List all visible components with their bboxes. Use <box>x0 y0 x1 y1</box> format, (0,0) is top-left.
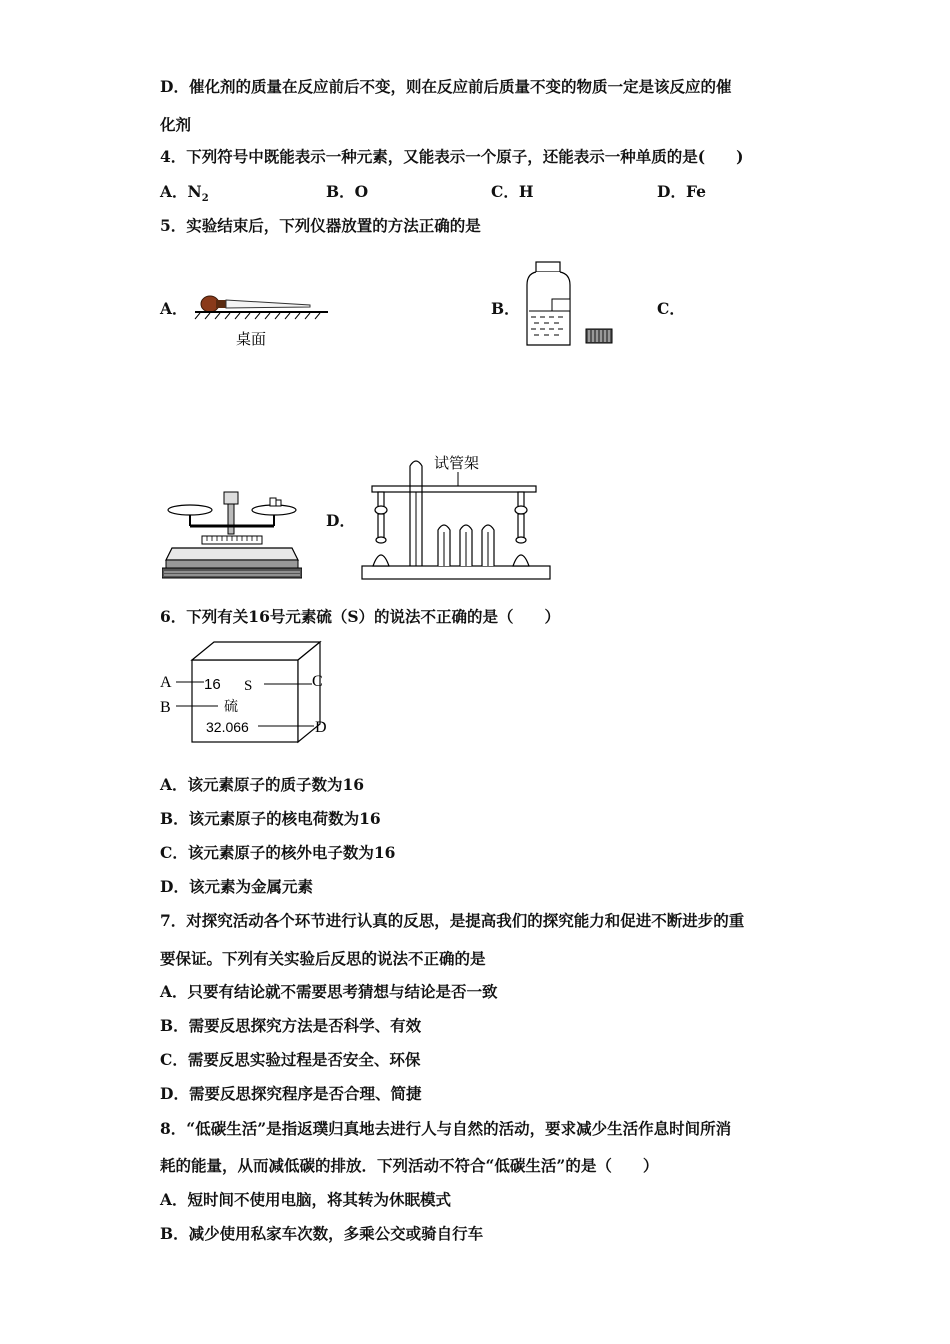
q3-option-d-line1: D．催化剂的质量在反应前后不变，则在反应前后质量不变的物质一定是该反应的催 <box>160 77 732 96</box>
q8-stem-line2: 耗的能量，从而减低碳的排放．下列活动不符合“低碳生活”的是（ ） <box>160 1156 659 1175</box>
q4-option-a <box>160 182 209 209</box>
q7-option-d: D．需要反思探究程序是否合理、简捷 <box>160 1084 422 1103</box>
q6-label-c: C <box>312 673 323 690</box>
q6-element-symbol: S <box>244 678 253 694</box>
q7-option-b: B．需要反思探究方法是否科学、有效 <box>160 1016 422 1035</box>
q4-option-b: B．O <box>326 182 369 201</box>
q6-option-a: A．该元素原子的质子数为16 <box>160 775 365 794</box>
q6-element-card-figure <box>158 640 338 750</box>
q6-label-d: D <box>315 719 327 736</box>
q4-option-a-subscript: 2 <box>201 193 209 205</box>
q5-stem: 5．实验结束后，下列仪器放置的方法正确的是 <box>160 216 481 235</box>
q6-option-c: C．该元素原子的核外电子数为16 <box>160 843 396 862</box>
q6-label-b: B <box>160 699 171 716</box>
q6-option-b: B．该元素原子的核电荷数为16 <box>160 809 381 828</box>
q6-element-name: 硫 <box>224 699 238 715</box>
q7-stem-line2: 要保证。下列有关实验后反思的说法不正确的是 <box>160 949 486 968</box>
q6-option-d: D．该元素为金属元素 <box>160 877 313 896</box>
q6-stem: 6．下列有关16号元素硫（S）的说法不正确的是（ ） <box>160 607 561 626</box>
q7-stem-line1: 7．对探究活动各个环节进行认真的反思，是提高我们的探究能力和促进不断进步的重 <box>160 911 745 930</box>
q4-option-c: C．H <box>491 182 534 201</box>
q5-figure-b-reagent-bottle <box>522 259 617 349</box>
q5-figure-c-balance <box>162 488 302 583</box>
q8-option-a: A．短时间不使用电脑，将其转为休眠模式 <box>160 1190 452 1209</box>
q4-option-d: D．Fe <box>657 182 706 201</box>
q4-stem: 4．下列符号中既能表示一种元素，又能表示一个原子，还能表示一种单质的是( ) <box>160 147 744 166</box>
q6-atomic-mass: 32.066 <box>206 719 249 735</box>
q5-option-a-label: A． <box>160 299 188 318</box>
q8-stem-line1: 8．“低碳生活”是指返璞归真地去进行人与自然的活动，要求减少生活作息时间所消 <box>160 1119 732 1138</box>
q5-figure-a-dropper <box>190 290 335 352</box>
q5-option-b-label: B． <box>491 299 520 318</box>
q5-figure-d-caption: 试管架 <box>434 454 480 472</box>
q7-option-c: C．需要反思实验过程是否安全、环保 <box>160 1050 421 1069</box>
q5-option-d-label: D． <box>326 511 355 530</box>
q5-figure-d-test-tube-rack <box>358 448 554 582</box>
q6-atomic-number: 16 <box>204 676 221 693</box>
q5-figure-a-caption: 桌面 <box>236 330 267 348</box>
q4-option-a-text: A．N <box>160 182 202 201</box>
q6-label-a: A <box>160 674 172 691</box>
q3-option-d-line2: 化剂 <box>160 115 192 134</box>
q7-option-a: A．只要有结论就不需要思考猜想与结论是否一致 <box>160 982 498 1001</box>
q8-option-b: B．减少使用私家车次数，多乘公交或骑自行车 <box>160 1224 484 1243</box>
q5-option-c-label: C． <box>657 299 685 318</box>
